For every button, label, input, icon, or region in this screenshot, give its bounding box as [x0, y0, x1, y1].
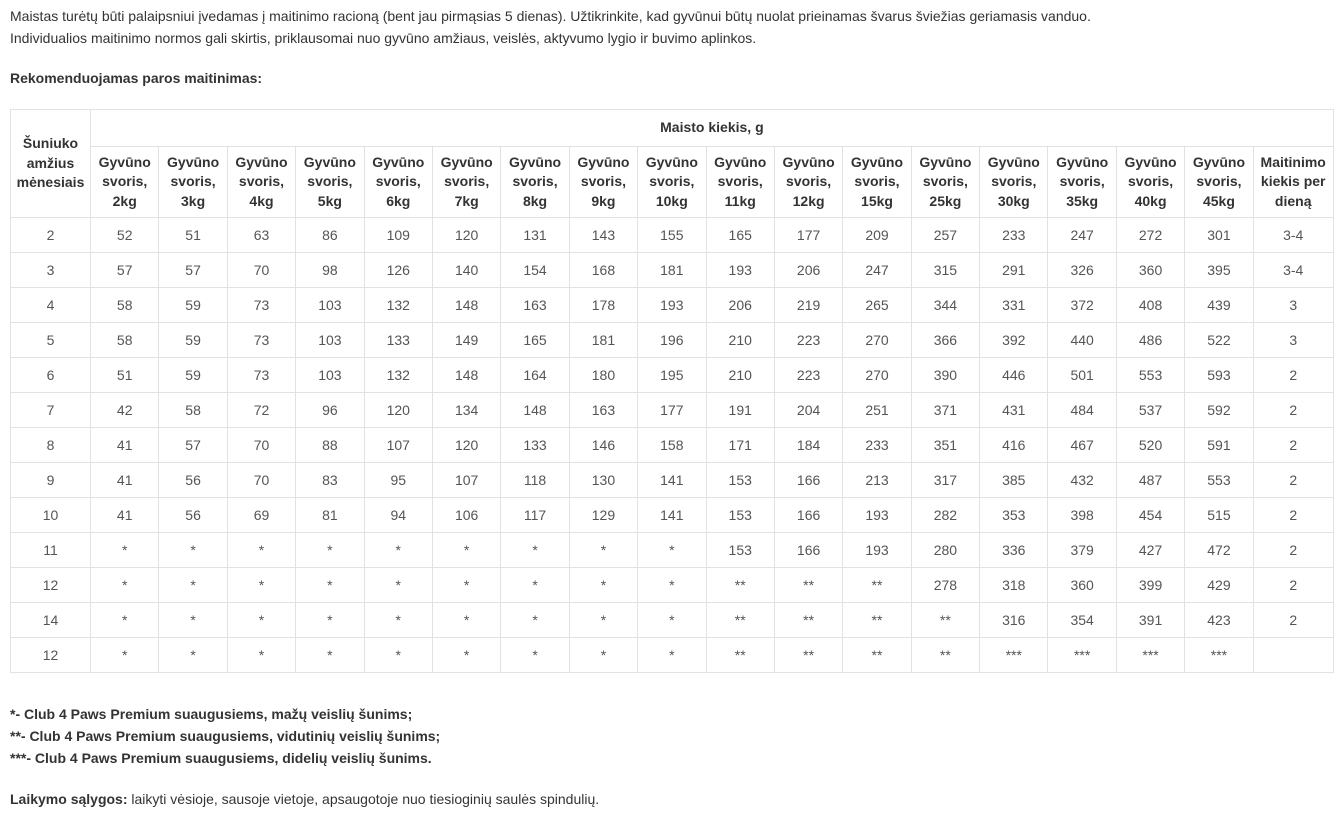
table-cell: *: [638, 638, 706, 673]
table-cell: 3: [1253, 323, 1333, 358]
weight-column-header: Gyvūno svoris, 45kg: [1185, 147, 1253, 218]
weight-column-header: Gyvūno svoris, 10kg: [638, 147, 706, 218]
table-cell: 59: [159, 288, 227, 323]
table-cell: 63: [227, 218, 295, 253]
table-cell: 120: [432, 428, 500, 463]
table-cell: 210: [706, 323, 774, 358]
age-cell: 7: [11, 393, 91, 428]
table-cell: 391: [1116, 603, 1184, 638]
table-cell: **: [843, 603, 911, 638]
table-cell: 278: [911, 568, 979, 603]
table-cell: 109: [364, 218, 432, 253]
table-cell: *: [91, 603, 159, 638]
table-cell: 265: [843, 288, 911, 323]
table-cell: 196: [638, 323, 706, 358]
table-cell: *: [432, 568, 500, 603]
table-cell: 153: [706, 533, 774, 568]
page-content: [10, 0, 1330, 807]
table-cell: **: [911, 603, 979, 638]
table-cell: 2: [1253, 463, 1333, 498]
legend-item: *- Club 4 Paws Premium suaugusiems, mažų veislių šunims;: [10, 706, 413, 722]
table-cell: 184: [774, 428, 842, 463]
table-cell: 133: [364, 323, 432, 358]
table-cell: 56: [159, 463, 227, 498]
table-cell: 143: [569, 218, 637, 253]
table-cell: *: [569, 568, 637, 603]
table-cell: 467: [1048, 428, 1116, 463]
storage-label: Laikymo sąlygos:: [10, 791, 128, 807]
table-row: [11, 358, 1334, 393]
age-cell: 11: [11, 533, 91, 568]
table-cell: 69: [227, 498, 295, 533]
table-cell: 515: [1185, 498, 1253, 533]
table-cell: 233: [980, 218, 1048, 253]
table-cell: 148: [432, 358, 500, 393]
table-cell: *: [296, 603, 364, 638]
table-cell: *: [569, 603, 637, 638]
table-cell: 472: [1185, 533, 1253, 568]
table-cell: 146: [569, 428, 637, 463]
table-cell: 177: [774, 218, 842, 253]
table-cell: 520: [1116, 428, 1184, 463]
feeding-table: [10, 109, 1334, 673]
table-cell: *: [296, 638, 364, 673]
table-cell: 429: [1185, 568, 1253, 603]
weight-column-header: Gyvūno svoris, 5kg: [296, 147, 364, 218]
table-cell: 318: [980, 568, 1048, 603]
age-cell: 5: [11, 323, 91, 358]
table-cell: *: [501, 638, 569, 673]
table-cell: 51: [159, 218, 227, 253]
table-cell: 148: [432, 288, 500, 323]
table-cell: 171: [706, 428, 774, 463]
table-cell: 141: [638, 498, 706, 533]
table-cell: 163: [501, 288, 569, 323]
section-title: Rekomenduojamas paros maitinimas:: [10, 70, 263, 86]
table-cell: *: [91, 568, 159, 603]
table-cell: 416: [980, 428, 1048, 463]
table-cell: 86: [296, 218, 364, 253]
table-cell: 390: [911, 358, 979, 393]
table-cell: 72: [227, 393, 295, 428]
table-cell: 164: [501, 358, 569, 393]
table-cell: 117: [501, 498, 569, 533]
table-cell: 134: [432, 393, 500, 428]
table-cell: 166: [774, 463, 842, 498]
weight-column-header: Gyvūno svoris, 9kg: [569, 147, 637, 218]
weight-column-header: Gyvūno svoris, 15kg: [843, 147, 911, 218]
table-cell: *: [227, 638, 295, 673]
table-row: [11, 288, 1334, 323]
legend: [10, 703, 440, 769]
age-cell: 12: [11, 638, 91, 673]
table-cell: *: [296, 533, 364, 568]
table-cell: *: [569, 533, 637, 568]
table-cell: 282: [911, 498, 979, 533]
table-cell: 73: [227, 358, 295, 393]
table-cell: 206: [774, 253, 842, 288]
table-cell: 73: [227, 288, 295, 323]
food-amount-header: Maisto kiekis, g: [91, 110, 1334, 147]
table-cell: 103: [296, 323, 364, 358]
weight-column-header: Gyvūno svoris, 30kg: [980, 147, 1048, 218]
table-cell: 3-4: [1253, 218, 1333, 253]
table-cell: *: [159, 603, 227, 638]
table-cell: 487: [1116, 463, 1184, 498]
table-cell: 2: [1253, 498, 1333, 533]
table-cell: 57: [159, 253, 227, 288]
table-cell: 155: [638, 218, 706, 253]
table-cell: 592: [1185, 393, 1253, 428]
table-cell: 360: [1116, 253, 1184, 288]
age-cell: 12: [11, 568, 91, 603]
table-cell: 395: [1185, 253, 1253, 288]
table-cell: 522: [1185, 323, 1253, 358]
weight-column-header: Gyvūno svoris, 3kg: [159, 147, 227, 218]
table-cell: 366: [911, 323, 979, 358]
table-cell: 399: [1116, 568, 1184, 603]
table-cell: *: [364, 638, 432, 673]
table-cell: *: [227, 603, 295, 638]
table-cell: ***: [1185, 638, 1253, 673]
table-cell: 191: [706, 393, 774, 428]
table-cell: 392: [980, 323, 1048, 358]
storage-text: laikyti vėsioje, sausoje vietoje, apsaugotoje nuo tiesioginių saulės spindulių.: [127, 791, 600, 807]
table-cell: 593: [1185, 358, 1253, 393]
table-cell: 2: [1253, 358, 1333, 393]
table-cell: *: [432, 533, 500, 568]
table-cell: 57: [91, 253, 159, 288]
table-cell: 153: [706, 498, 774, 533]
table-cell: 148: [501, 393, 569, 428]
table-cell: *: [569, 638, 637, 673]
table-cell: 344: [911, 288, 979, 323]
weight-column-header: Gyvūno svoris, 11kg: [706, 147, 774, 218]
table-cell: 454: [1116, 498, 1184, 533]
table-cell: 486: [1116, 323, 1184, 358]
table-cell: 166: [774, 533, 842, 568]
legend-item: ***- Club 4 Paws Premium suaugusiems, didelių veislių šunims.: [10, 750, 432, 766]
table-cell: 291: [980, 253, 1048, 288]
table-cell: 446: [980, 358, 1048, 393]
table-cell: 2: [1253, 603, 1333, 638]
table-cell: *: [91, 638, 159, 673]
table-row: [11, 568, 1334, 603]
table-cell: 398: [1048, 498, 1116, 533]
table-cell: 351: [911, 428, 979, 463]
intro-text: [10, 0, 1330, 49]
table-cell: 103: [296, 288, 364, 323]
table-cell: *: [91, 533, 159, 568]
table-cell: 120: [432, 218, 500, 253]
table-cell: ***: [1116, 638, 1184, 673]
age-header: Šuniuko amžius mėnesiais: [11, 110, 91, 218]
table-cell: 431: [980, 393, 1048, 428]
table-cell: **: [774, 638, 842, 673]
table-cell: 2: [1253, 393, 1333, 428]
table-cell: 58: [91, 288, 159, 323]
table-cell: 180: [569, 358, 637, 393]
table-cell: 316: [980, 603, 1048, 638]
table-cell: 52: [91, 218, 159, 253]
table-cell: 213: [843, 463, 911, 498]
table-cell: 331: [980, 288, 1048, 323]
table-cell: 501: [1048, 358, 1116, 393]
age-cell: 6: [11, 358, 91, 393]
table-cell: 94: [364, 498, 432, 533]
table-cell: 165: [706, 218, 774, 253]
weight-column-header: Gyvūno svoris, 8kg: [501, 147, 569, 218]
table-row: [11, 498, 1334, 533]
table-cell: 3: [1253, 288, 1333, 323]
table-cell: 129: [569, 498, 637, 533]
table-cell: *: [364, 533, 432, 568]
table-cell: 372: [1048, 288, 1116, 323]
table-cell: *: [227, 533, 295, 568]
table-cell: 484: [1048, 393, 1116, 428]
table-cell: 193: [843, 533, 911, 568]
table-cell: 336: [980, 533, 1048, 568]
table-cell: 440: [1048, 323, 1116, 358]
table-cell: 181: [569, 323, 637, 358]
table-cell: 130: [569, 463, 637, 498]
table-cell: 83: [296, 463, 364, 498]
table-cell: 132: [364, 288, 432, 323]
table-row: [11, 533, 1334, 568]
table-row: [11, 638, 1334, 673]
table-cell: 168: [569, 253, 637, 288]
table-cell: 51: [91, 358, 159, 393]
table-cell: 81: [296, 498, 364, 533]
table-row: [11, 428, 1334, 463]
table-cell: 553: [1185, 463, 1253, 498]
table-cell: 423: [1185, 603, 1253, 638]
table-cell: 537: [1116, 393, 1184, 428]
weight-column-header: Gyvūno svoris, 6kg: [364, 147, 432, 218]
table-row: [11, 393, 1334, 428]
table-cell: *: [364, 568, 432, 603]
table-cell: 553: [1116, 358, 1184, 393]
table-cell: 120: [364, 393, 432, 428]
table-cell: 158: [638, 428, 706, 463]
age-cell: 4: [11, 288, 91, 323]
table-cell: 233: [843, 428, 911, 463]
table-cell: 57: [159, 428, 227, 463]
table-cell: **: [843, 638, 911, 673]
table-cell: 95: [364, 463, 432, 498]
table-cell: ***: [1048, 638, 1116, 673]
weight-column-header: Gyvūno svoris, 2kg: [91, 147, 159, 218]
table-cell: 41: [91, 463, 159, 498]
table-cell: 193: [638, 288, 706, 323]
weight-column-header: Gyvūno svoris, 7kg: [432, 147, 500, 218]
table-cell: *: [159, 533, 227, 568]
table-row: [11, 323, 1334, 358]
table-cell: 88: [296, 428, 364, 463]
age-cell: 3: [11, 253, 91, 288]
table-cell: 42: [91, 393, 159, 428]
table-cell: *: [638, 603, 706, 638]
table-cell: 70: [227, 253, 295, 288]
table-cell: 353: [980, 498, 1048, 533]
table-cell: 408: [1116, 288, 1184, 323]
table-cell: 379: [1048, 533, 1116, 568]
table-cell: 107: [364, 428, 432, 463]
table-cell: 204: [774, 393, 842, 428]
intro-line-1: Maistas turėtų būti palaipsniui įvedamas į maitinimo racioną (bent jau pirmąsias 5 dienas). Užtikrinkite, kad gyvūnui būtų nuolat prieinamas švarus šviežias geriamasis vanduo.: [10, 8, 1091, 24]
table-cell: 73: [227, 323, 295, 358]
table-cell: 209: [843, 218, 911, 253]
age-cell: 9: [11, 463, 91, 498]
table-cell: *: [638, 568, 706, 603]
table-cell: **: [706, 638, 774, 673]
table-cell: 165: [501, 323, 569, 358]
weight-column-header: Gyvūno svoris, 4kg: [227, 147, 295, 218]
table-cell: 70: [227, 428, 295, 463]
table-cell: 360: [1048, 568, 1116, 603]
table-cell: 149: [432, 323, 500, 358]
table-cell: 247: [1048, 218, 1116, 253]
table-cell: 118: [501, 463, 569, 498]
table-cell: *: [501, 533, 569, 568]
table-cell: *: [296, 568, 364, 603]
table-cell: 133: [501, 428, 569, 463]
table-cell: 141: [638, 463, 706, 498]
age-cell: 2: [11, 218, 91, 253]
table-cell: 301: [1185, 218, 1253, 253]
table-cell: 154: [501, 253, 569, 288]
table-cell: 153: [706, 463, 774, 498]
table-cell: 140: [432, 253, 500, 288]
table-cell: 96: [296, 393, 364, 428]
intro-line-2: Individualios maitinimo normos gali skirtis, priklausomai nuo gyvūno amžiaus, veislės, aktyvumo lygio ir buvimo aplinkos.: [10, 30, 757, 46]
table-cell: 432: [1048, 463, 1116, 498]
table-cell: 270: [843, 358, 911, 393]
table-cell: 219: [774, 288, 842, 323]
table-cell: 223: [774, 323, 842, 358]
table-cell: 272: [1116, 218, 1184, 253]
table-cell: 132: [364, 358, 432, 393]
table-cell: 257: [911, 218, 979, 253]
table-cell: 427: [1116, 533, 1184, 568]
table-cell: 315: [911, 253, 979, 288]
table-row: [11, 603, 1334, 638]
table-cell: 2: [1253, 428, 1333, 463]
table-cell: *: [159, 568, 227, 603]
table-cell: *: [501, 568, 569, 603]
table-cell: 58: [159, 393, 227, 428]
table-cell: 103: [296, 358, 364, 393]
table-cell: **: [843, 568, 911, 603]
table-cell: 206: [706, 288, 774, 323]
table-cell: 3-4: [1253, 253, 1333, 288]
table-cell: 317: [911, 463, 979, 498]
table-cell: 371: [911, 393, 979, 428]
table-cell: *: [227, 568, 295, 603]
storage-conditions: [10, 789, 599, 809]
table-cell: 58: [91, 323, 159, 358]
table-cell: 591: [1185, 428, 1253, 463]
table-cell: *: [638, 533, 706, 568]
table-cell: 195: [638, 358, 706, 393]
table-cell: 56: [159, 498, 227, 533]
table-cell: 181: [638, 253, 706, 288]
weight-column-header: Gyvūno svoris, 35kg: [1048, 147, 1116, 218]
table-cell: **: [706, 568, 774, 603]
table-cell: 163: [569, 393, 637, 428]
table-cell: *: [159, 638, 227, 673]
table-cell: 2: [1253, 533, 1333, 568]
legend-item: **- Club 4 Paws Premium suaugusiems, vidutinių veislių šunims;: [10, 728, 441, 744]
table-row: [11, 218, 1334, 253]
age-cell: 10: [11, 498, 91, 533]
table-cell: 166: [774, 498, 842, 533]
table-cell: 326: [1048, 253, 1116, 288]
table-cell: *: [501, 603, 569, 638]
table-cell: 223: [774, 358, 842, 393]
table-cell: 385: [980, 463, 1048, 498]
weight-column-header: Gyvūno svoris, 25kg: [911, 147, 979, 218]
table-cell: 59: [159, 323, 227, 358]
table-cell: 210: [706, 358, 774, 393]
table-cell: 193: [706, 253, 774, 288]
weight-column-header: Gyvūno svoris, 12kg: [774, 147, 842, 218]
table-cell: 280: [911, 533, 979, 568]
table-cell: 41: [91, 498, 159, 533]
table-cell: *: [364, 603, 432, 638]
table-cell: 2: [1253, 568, 1333, 603]
table-cell: 177: [638, 393, 706, 428]
table-cell: 107: [432, 463, 500, 498]
table-cell: 41: [91, 428, 159, 463]
table-cell: *: [432, 603, 500, 638]
table-cell: 70: [227, 463, 295, 498]
table-cell: **: [706, 603, 774, 638]
age-cell: 8: [11, 428, 91, 463]
table-cell: 247: [843, 253, 911, 288]
table-cell: 131: [501, 218, 569, 253]
table-cell: 270: [843, 323, 911, 358]
feedings-per-day-header: Maitinimo kiekis per dieną: [1253, 147, 1333, 218]
table-cell: **: [774, 568, 842, 603]
table-cell: 106: [432, 498, 500, 533]
table-row: [11, 253, 1334, 288]
table-row: [11, 463, 1334, 498]
table-cell: 193: [843, 498, 911, 533]
table-cell: **: [774, 603, 842, 638]
table-cell: 354: [1048, 603, 1116, 638]
table-cell: 251: [843, 393, 911, 428]
weight-column-header: Gyvūno svoris, 40kg: [1116, 147, 1184, 218]
table-cell: 178: [569, 288, 637, 323]
table-cell: **: [911, 638, 979, 673]
table-cell: 59: [159, 358, 227, 393]
table-cell: 439: [1185, 288, 1253, 323]
table-cell: 98: [296, 253, 364, 288]
table-cell: *: [432, 638, 500, 673]
table-cell: 126: [364, 253, 432, 288]
table-cell: [1253, 638, 1333, 673]
table-cell: ***: [980, 638, 1048, 673]
age-cell: 14: [11, 603, 91, 638]
